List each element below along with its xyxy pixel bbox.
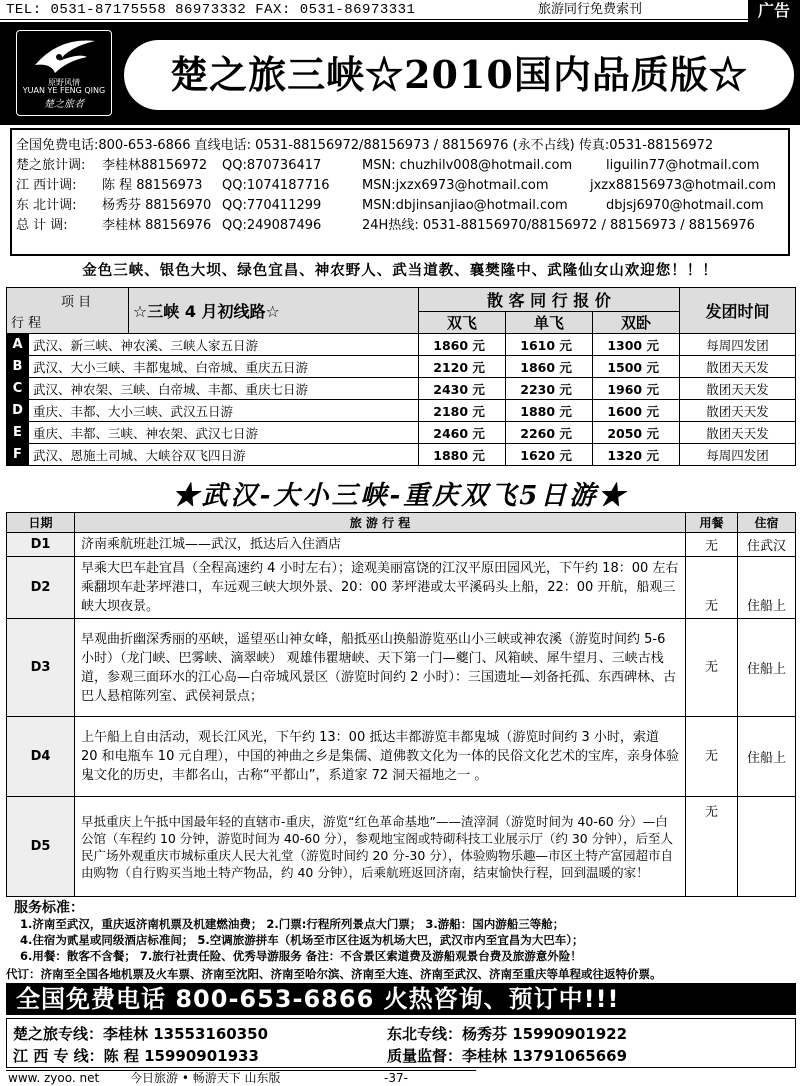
- route-letter: D: [7, 400, 29, 422]
- service-title: 服务标准：: [14, 900, 84, 916]
- top-bar: [0, 0, 800, 20]
- price-single-flight: 1880 元: [505, 400, 592, 422]
- route-letter: B: [7, 356, 29, 378]
- price-double-flight: 2460 元: [418, 422, 505, 444]
- price-title: 散 客 同 行 报 价: [418, 288, 679, 312]
- contact-label: 楚之旅计调:: [16, 158, 86, 173]
- day-label: D3: [7, 619, 75, 717]
- route-name: 武汉、恩施土司城、大峡谷双飞四日游: [29, 444, 419, 466]
- itinerary-row: [7, 619, 796, 717]
- meal-info: 无: [686, 557, 738, 619]
- route-label: 行 程: [11, 316, 42, 331]
- contact-line: 质量监督：李桂林 13791065669: [387, 1047, 628, 1065]
- hotline-text: 全国免费电话:800-653-6866 直线电话: 0531-88156972/88156973 / 88156976 (永不占线) 传真:0531-88156972: [16, 138, 714, 153]
- day-label: D4: [7, 717, 75, 797]
- route-price-table: [6, 287, 796, 466]
- table-row: [7, 334, 796, 356]
- contact-qq: QQ:1074187716: [222, 178, 330, 193]
- depart-schedule: 散团天天发: [680, 356, 796, 378]
- contact-qq: QQ:770411299: [222, 198, 322, 213]
- itinerary-table: [6, 512, 796, 897]
- contact-name: 李桂林88156972: [102, 158, 208, 173]
- col-double-sleeper: 双卧: [592, 312, 679, 334]
- price-double-sleeper: 2050 元: [592, 422, 679, 444]
- table-row: [7, 356, 796, 378]
- contact-row: [16, 156, 788, 176]
- itinerary-row: [7, 557, 796, 619]
- contact-qq: QQ:870736417: [222, 158, 322, 173]
- hotline-contacts: [6, 1018, 796, 1068]
- ad-tag: 广告: [748, 0, 800, 22]
- contact-mail: jxzx88156973@hotmail.com: [590, 178, 777, 193]
- route-letter: A: [7, 334, 29, 356]
- table-row: [7, 400, 796, 422]
- day-description: 早抵重庆上午抵中国最年轻的直辖市-重庆，游览“红色革命基地”——渣滓洞（游览时间为 40-60 分）—白公馆（车程约 10 分钟，游览时间为 40-60 分），参观地宝阁或特砌科技工业展示厅（约 30 分钟），后至人民广场外观重庆市城标重庆人民大礼堂（游览时间约 20 分-30 分），体验购物乐趣—市区土特产富园超市自由购物（自行购买当地土特产物品，约 40 分钟），后乘航班返回济南，结束愉快行程，回到温暖的家！: [75, 797, 686, 897]
- day-label: D1: [7, 533, 75, 557]
- route-name: 重庆、丰都、三峡、神农架、武汉七日游: [29, 422, 419, 444]
- brand-logo: [16, 30, 112, 116]
- col-double-flight: 双飞: [418, 312, 505, 334]
- depart-schedule: 散团天天发: [680, 378, 796, 400]
- contact-msn: MSN: chuzhilv008@hotmail.com: [362, 158, 573, 173]
- route-name: 武汉、新三峡、神农溪、三峡人家五日游: [29, 334, 419, 356]
- item-route-header: [7, 288, 129, 334]
- contact-label: 总 计 调:: [16, 218, 68, 233]
- itinerary-row: [7, 717, 796, 797]
- contact-mail: dbjsj6970@hotmail.com: [606, 198, 764, 213]
- day-description: 早观曲折幽深秀丽的巫峡，遥望巫山神女峰，船抵巫山换船游览巫山小三峡或神农溪（游览时间约 5-6 小时）（龙门峡、巴雾峡、滴翠峡） 观雄伟瞿塘峡、天下第一门—夔门、风箱峡、犀牛望月、三峡古栈道，参观三面环水的江心岛—白帝城风景区（游览时间约 2 小时）：三国遗址—刘备托孤、东西碑林、古巴人悬棺陈列室、武侯祠景点；: [75, 619, 686, 717]
- contact-mail: liguilin77@hotmail.com: [606, 158, 760, 173]
- day-description: 上午船上自由活动，观长江风光，下午约 13：00 抵达丰都游览丰都鬼城（游览时间约 3 小时，索道 20 和电瓶车 10 元自理），中国的神曲之乡是集儒、道佛教文化为一体的民俗文化艺术的宝库，亲身体验鬼文化的历史，丰都名山，古称“平都山”，系道家 72 洞天福地之一 。: [75, 717, 686, 797]
- contact-row: [16, 216, 788, 236]
- contact-name: 陈 程 88156973: [102, 178, 203, 193]
- contact-label: 东 北计调:: [16, 198, 77, 213]
- price-double-sleeper: 1500 元: [592, 356, 679, 378]
- item-label: 项 目: [61, 295, 92, 310]
- page-number: -37-: [384, 1071, 408, 1085]
- stay-info: 住船上: [738, 717, 796, 797]
- stay-info: 住船上: [738, 619, 796, 717]
- contact-name: 李桂林 88156976: [102, 218, 212, 233]
- service-line: 4.住宿为贰星或同级酒店标准间； 5.空调旅游拼车（机场至市区往返为机场大巴，武汉市内至宜昌为大巴车）；: [20, 933, 584, 947]
- stay-info: [738, 797, 796, 897]
- price-double-sleeper: 1300 元: [592, 334, 679, 356]
- price-single-flight: 1860 元: [505, 356, 592, 378]
- price-double-sleeper: 1960 元: [592, 378, 679, 400]
- day-header: 日期: [7, 513, 75, 533]
- route-letter: C: [7, 378, 29, 400]
- contact-msn: MSN:jxzx6973@hotmail.com: [362, 178, 549, 193]
- day-description: 济南乘航班赴江城——武汉，抵达后入住酒店: [75, 533, 686, 557]
- meal-info: 无: [686, 533, 738, 557]
- price-double-flight: 1880 元: [418, 444, 505, 466]
- service-line: 1.济南至武汉，重庆返济南机票及机建燃油费； 2.门票:行程所列景点大门票； 3.游船：国内游船三等舱；: [20, 917, 565, 931]
- table-row: [7, 378, 796, 400]
- route-title: ☆三峡 4 月初线路☆: [128, 288, 418, 334]
- price-double-flight: 1860 元: [418, 334, 505, 356]
- footer-slogan: 今日旅游 • 畅游天下 山东版: [130, 1071, 281, 1085]
- bird-logo-icon: [29, 35, 99, 79]
- title-banner: [0, 22, 800, 125]
- col-single-flight: 单飞: [505, 312, 592, 334]
- featured-tour-title: ★武汉-大小三峡-重庆双飞5日游★: [172, 481, 628, 511]
- contact-box: [10, 128, 790, 256]
- contact-qq: QQ:249087496: [222, 218, 322, 233]
- service-standards: [14, 900, 794, 964]
- route-name: 武汉、大小三峡、丰都鬼城、白帝城、重庆五日游: [29, 356, 419, 378]
- meal-info: 无: [686, 619, 738, 717]
- route-name: 重庆、丰都、大小三峡、武汉五日游: [29, 400, 419, 422]
- contact-msn: MSN:dbjinsanjiao@hotmail.com: [362, 198, 568, 213]
- table-row: [7, 444, 796, 466]
- contact-label: 江 西计调:: [16, 178, 77, 193]
- stay-info: 住船上: [738, 557, 796, 619]
- price-single-flight: 1610 元: [505, 334, 592, 356]
- contact-name: 杨秀芬 88156970: [102, 198, 212, 213]
- hotline-banner: 全国免费电话 800-653-6866 火热咨询、预订中!!!: [6, 983, 796, 1015]
- price-double-flight: 2120 元: [418, 356, 505, 378]
- price-single-flight: 2230 元: [505, 378, 592, 400]
- contact-line: 东北专线：杨秀芬 15990901922: [387, 1025, 628, 1043]
- meal-info: 无: [686, 797, 738, 897]
- price-double-sleeper: 1600 元: [592, 400, 679, 422]
- meal-info: 无: [686, 717, 738, 797]
- stay-header: 住宿: [738, 513, 796, 533]
- table-row: [7, 422, 796, 444]
- itinerary-row: [7, 797, 796, 897]
- price-double-flight: 2180 元: [418, 400, 505, 422]
- logo-subtitle: YUAN YE FENG QING: [22, 86, 106, 95]
- meal-header: 用餐: [686, 513, 738, 533]
- depart-schedule: 每周四发团: [680, 334, 796, 356]
- slogan: 金色三峡、银色大坝、绿色宜昌、神农野人、武当道教、襄樊隆中、武隆仙女山欢迎您！！！: [82, 263, 718, 279]
- route-header: 旅 游 行 程: [75, 513, 686, 533]
- logo-signature: 楚之旅者: [44, 99, 84, 110]
- day-description: 早乘大巴车赴宜昌（全程高速约 4 小时左右）；途观美丽富饶的江汉平原田园风光，下午约 18：00 左右乘翻坝车赴茅坪港口，车远观三峡大坝外景、20：00 茅坪港或太平溪码头上船，22：00 开航，船观三峡大坝夜景。: [75, 557, 686, 619]
- footer-url[interactable]: www. zyoo. net: [8, 1071, 100, 1085]
- day-label: D5: [7, 797, 75, 897]
- stay-info: 住武汉: [738, 533, 796, 557]
- depart-schedule: 散团天天发: [680, 422, 796, 444]
- price-double-flight: 2430 元: [418, 378, 505, 400]
- booking-services: 代订：济南至全国各地机票及火车票、济南至沈阳、济南至哈尔滨、济南至大连、济南至武汉、济南至重庆等单程或往返特价票。: [6, 967, 662, 981]
- day-label: D2: [7, 557, 75, 619]
- top-rule: [0, 19, 748, 20]
- service-line: 6.用餐：散客不含餐； 7.旅行社责任险、优秀导游服务 备注：不含景区索道费及游船观景台费及旅游意外险！: [20, 949, 582, 963]
- price-single-flight: 2260 元: [505, 422, 592, 444]
- contact-row: [16, 196, 788, 216]
- depart-schedule: 散团天天发: [680, 400, 796, 422]
- page-footer: [0, 1070, 800, 1086]
- contact-line: 楚之旅专线：李桂林 13553160350: [13, 1025, 269, 1043]
- depart-header: 发团时间: [680, 288, 796, 334]
- page-title: 楚之旅三峡☆2010国内品质版☆: [124, 40, 794, 110]
- contact-row: [16, 136, 788, 156]
- depart-schedule: 每周四发团: [680, 444, 796, 466]
- header-contact: TEL: 0531-87175558 86973332 FAX: 0531-86973331: [6, 2, 416, 18]
- price-double-sleeper: 1320 元: [592, 444, 679, 466]
- route-name: 武汉、神农架、三峡、白帝城、丰都、重庆七日游: [29, 378, 419, 400]
- route-letter: F: [7, 444, 29, 466]
- contact-row: [16, 176, 788, 196]
- free-index-label: 旅游同行免费索刊: [538, 2, 643, 17]
- hotline-24h: 24H热线: 0531-88156970/88156972 / 88156973 / 88156976: [362, 218, 755, 233]
- route-letter: E: [7, 422, 29, 444]
- contact-line: 江 西 专 线：陈 程 15990901933: [13, 1047, 259, 1065]
- price-single-flight: 1620 元: [505, 444, 592, 466]
- itinerary-row: [7, 533, 796, 557]
- logo-name: 原野风情: [48, 78, 80, 87]
